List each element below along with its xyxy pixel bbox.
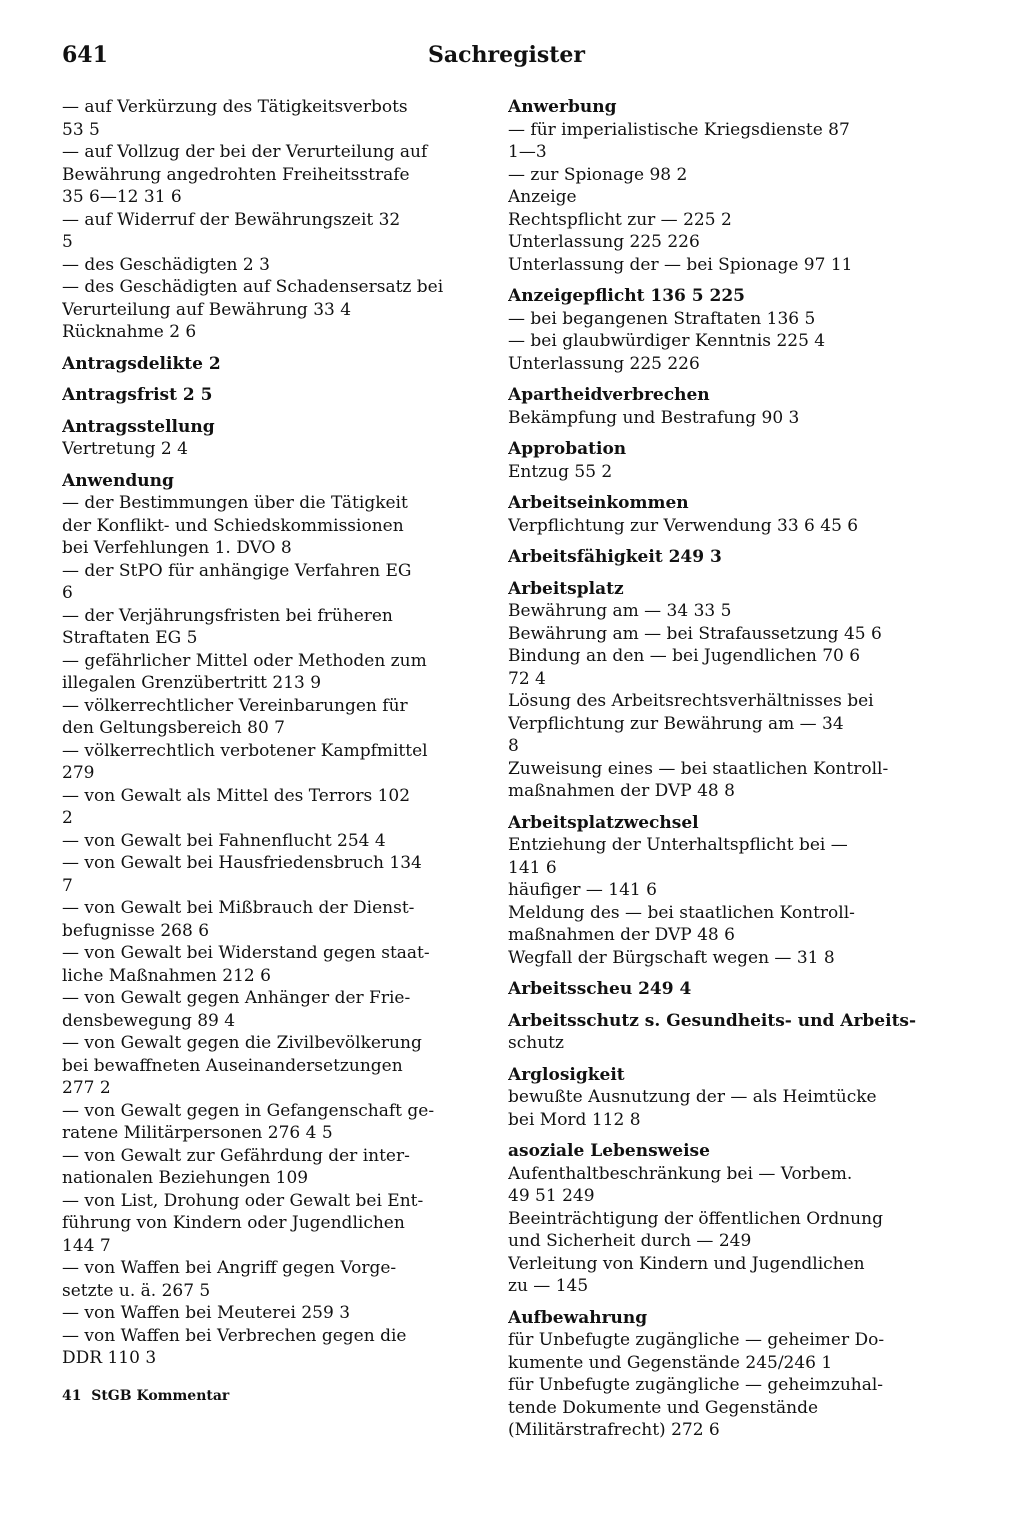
index-heading: Anzeigepflicht 136 5 225: [508, 286, 746, 306]
index-line: nationalen Beziehungen 109: [62, 1168, 309, 1188]
index-line: Rücknahme 2 6: [62, 322, 197, 342]
index-line: illegalen Grenzübertritt 213 9: [62, 673, 322, 693]
index-line: — der Verjährungsfristen bei früheren: [62, 605, 393, 626]
index-line: 35 6—12 31 6: [62, 187, 182, 207]
index-line: maßnahmen der DVP 48 6: [508, 925, 735, 945]
index-line: — von Gewalt gegen die Zivilbevölkerung: [62, 1033, 422, 1053]
index-line: — gefährlicher Mittel oder Methoden zum: [62, 650, 427, 671]
index-line: — von Gewalt als Mittel des Terrors 102: [62, 785, 411, 806]
index-heading: Antragsstellung: [62, 416, 215, 437]
index-heading: Antragsdelikte 2: [62, 353, 221, 374]
index-heading: Apartheidverbrechen: [508, 385, 710, 405]
index-line: und Sicherheit durch — 249: [508, 1231, 752, 1251]
index-line: — von Gewalt bei Fahnenflucht 254 4: [62, 830, 386, 851]
index-line: Bindung an den — bei Jugendlichen 70 6: [508, 646, 861, 666]
index-line: liche Maßnahmen 212 6: [62, 965, 271, 986]
index-heading: Arbeitsplatzwechsel: [508, 812, 699, 833]
index-line: Zuweisung eines — bei staatlichen Kontroll-: [508, 758, 889, 779]
index-line: — völkerrechtlich verbotener Kampfmittel: [62, 740, 428, 761]
index-line: Verpflichtung zur Verwendung 33 6 45 6: [508, 515, 859, 536]
index-line: — bei begangenen Straftaten 136 5: [508, 308, 816, 329]
index-line: — auf Widerruf der Bewährungszeit 32: [62, 209, 401, 230]
index-line: Entziehung der Unterhaltspflicht bei —: [508, 835, 848, 855]
index-line: 1—3: [508, 142, 547, 162]
index-line: für Unbefugte zugängliche — geheimer Do-: [508, 1330, 885, 1350]
index-line: 6: [62, 583, 73, 603]
index-line: — auf Vollzug der bei der Verurteilung auf: [62, 142, 428, 162]
index-line: kumente und Gegenstände 245/246 1: [508, 1352, 833, 1373]
index-heading: Approbation: [508, 439, 627, 459]
index-line: Rechtspflicht zur — 225 2: [508, 209, 732, 230]
index-line: — des Geschädigten 2 3: [62, 254, 270, 275]
index-line: Unterlassung der — bei Spionage 97 11: [508, 254, 853, 275]
index-line: — völkerrechtlicher Vereinbarungen für: [62, 695, 408, 716]
index-heading: Aufbewahrung: [508, 1307, 648, 1328]
index-line: — von Gewalt gegen in Gefangenschaft ge-: [62, 1100, 435, 1121]
index-line: — von Gewalt zur Gefährdung der inter-: [62, 1145, 410, 1166]
index-line: Bekämpfung und Bestrafung 90 3: [508, 407, 800, 428]
index-line: 2: [62, 808, 73, 828]
index-line: — bei glaubwürdiger Kenntnis 225 4: [508, 331, 826, 351]
index-line: 49 51 249: [508, 1186, 595, 1206]
index-line: 72 4: [508, 668, 546, 689]
index-line: — auf Verkürzung des Tätigkeitsverbots: [62, 97, 408, 117]
index-line: — des Geschädigten auf Schadensersatz bei: [62, 277, 444, 297]
index-line: Aufenthaltbeschränkung bei — Vorbem.: [508, 1163, 853, 1184]
index-heading: Arbeitsplatz: [508, 578, 624, 599]
index-heading: Arbeitsfähigkeit 249 3: [508, 547, 722, 567]
index-line: 8: [508, 736, 519, 756]
index-line: — zur Spionage 98 2: [508, 164, 688, 185]
index-line: Entzug 55 2: [508, 461, 613, 482]
index-line: 277 2: [62, 1078, 111, 1098]
index-line: Bewährung angedrohten Freiheitsstrafe: [62, 164, 410, 185]
footer: [62, 1388, 229, 1404]
index-line: Meldung des — bei staatlichen Kontroll-: [508, 902, 855, 923]
index-line: befugnisse 268 6: [62, 920, 210, 941]
index-line: — für imperialistische Kriegsdienste 87: [508, 119, 850, 140]
index-heading: asoziale Lebensweise: [508, 1141, 710, 1161]
index-line: bewußte Ausnutzung der — als Heimtücke: [508, 1087, 877, 1107]
index-line: der Konflikt- und Schiedskommissionen: [62, 515, 404, 536]
right-column: [508, 96, 926, 1442]
index-line: — von Gewalt bei Hausfriedensbruch 134: [62, 853, 422, 873]
index-line: 53 5: [62, 119, 100, 140]
index-line: Wegfall der Bürgschaft wegen — 31 8: [508, 947, 835, 968]
index-line: ratene Militärpersonen 276 4 5: [62, 1123, 333, 1143]
index-heading: Arbeitsscheu 249 4: [508, 979, 692, 999]
index-line: — der Bestimmungen über die Tätigkeit: [62, 493, 408, 513]
index-line: Bewährung am — 34 33 5: [508, 601, 732, 621]
left-column: [62, 96, 484, 1370]
index-line: — von List, Drohung oder Gewalt bei Ent-: [62, 1190, 424, 1211]
index-line: häufiger — 141 6: [508, 880, 657, 900]
index-heading: Anwerbung: [508, 97, 617, 117]
index-line: 5: [62, 232, 73, 252]
index-line: densbewegung 89 4: [62, 1010, 236, 1031]
index-line: Vertretung 2 4: [62, 439, 188, 459]
index-line: — von Waffen bei Verbrechen gegen die: [62, 1325, 407, 1346]
page-number: 641: [62, 42, 108, 68]
index-line: 279: [62, 763, 95, 783]
index-line: Unterlassung 225 226: [508, 353, 700, 374]
index-line: — von Gewalt gegen Anhänger der Frie-: [62, 988, 411, 1008]
index-line: führung von Kindern oder Jugendlichen: [62, 1213, 405, 1233]
index-line: — der StPO für anhängige Verfahren EG: [62, 560, 412, 581]
index-line: tende Dokumente und Gegenstände: [508, 1397, 819, 1418]
index-line: 7: [62, 875, 73, 896]
index-line: Bewährung am — bei Strafaussetzung 45 6: [508, 623, 882, 644]
index-line: DDR 110 3: [62, 1348, 157, 1368]
index-line: bei bewaffneten Auseinandersetzungen: [62, 1055, 403, 1076]
index-line: 144 7: [62, 1235, 111, 1256]
index-line: (Militärstrafrecht) 272 6: [508, 1420, 720, 1440]
index-line: Verurteilung auf Bewährung 33 4: [62, 299, 352, 320]
index-line: — von Waffen bei Angriff gegen Vorge-: [62, 1258, 397, 1278]
index-line: setzte u. ä. 267 5: [62, 1280, 211, 1301]
index-heading: Anwendung: [62, 470, 174, 491]
index-line: — von Waffen bei Meuterei 259 3: [62, 1303, 351, 1323]
index-heading: Antragsfrist 2 5: [62, 385, 213, 405]
index-line: bei Verfehlungen 1. DVO 8: [62, 538, 292, 558]
index-line: Verpflichtung zur Bewährung am — 34: [508, 713, 844, 734]
index-line: 141 6: [508, 857, 557, 878]
index-line: bei Mord 112 8: [508, 1109, 641, 1130]
index-heading: Arbeitseinkommen: [508, 493, 689, 513]
index-line: zu — 145: [508, 1276, 589, 1296]
index-line: — von Gewalt bei Mißbrauch der Dienst-: [62, 898, 415, 918]
index-line: Beeinträchtigung der öffentlichen Ordnung: [508, 1208, 883, 1229]
index-line: — von Gewalt bei Widerstand gegen staat-: [62, 943, 430, 963]
index-line: den Geltungsbereich 80 7: [62, 718, 286, 738]
page-title: Sachregister: [428, 42, 585, 68]
index-line: Lösung des Arbeitsrechtsverhältnisses bei: [508, 691, 874, 711]
footer-signature: 41: [62, 1388, 82, 1404]
index-heading: Arbeitsschutz s. Gesundheits- und Arbeits-: [508, 1010, 917, 1031]
index-line: Unterlassung 225 226: [508, 232, 700, 252]
index-heading: Arglosigkeit: [508, 1064, 625, 1085]
index-line: Verleitung von Kindern und Jugendlichen: [508, 1253, 865, 1274]
footer-text: StGB Kommentar: [91, 1388, 230, 1404]
index-line: schutz: [508, 1033, 564, 1053]
index-line: Straftaten EG 5: [62, 628, 198, 648]
index-line: maßnahmen der DVP 48 8: [508, 781, 735, 801]
index-line: Anzeige: [508, 187, 577, 207]
index-line: für Unbefugte zugängliche — geheimzuhal-: [508, 1375, 884, 1395]
